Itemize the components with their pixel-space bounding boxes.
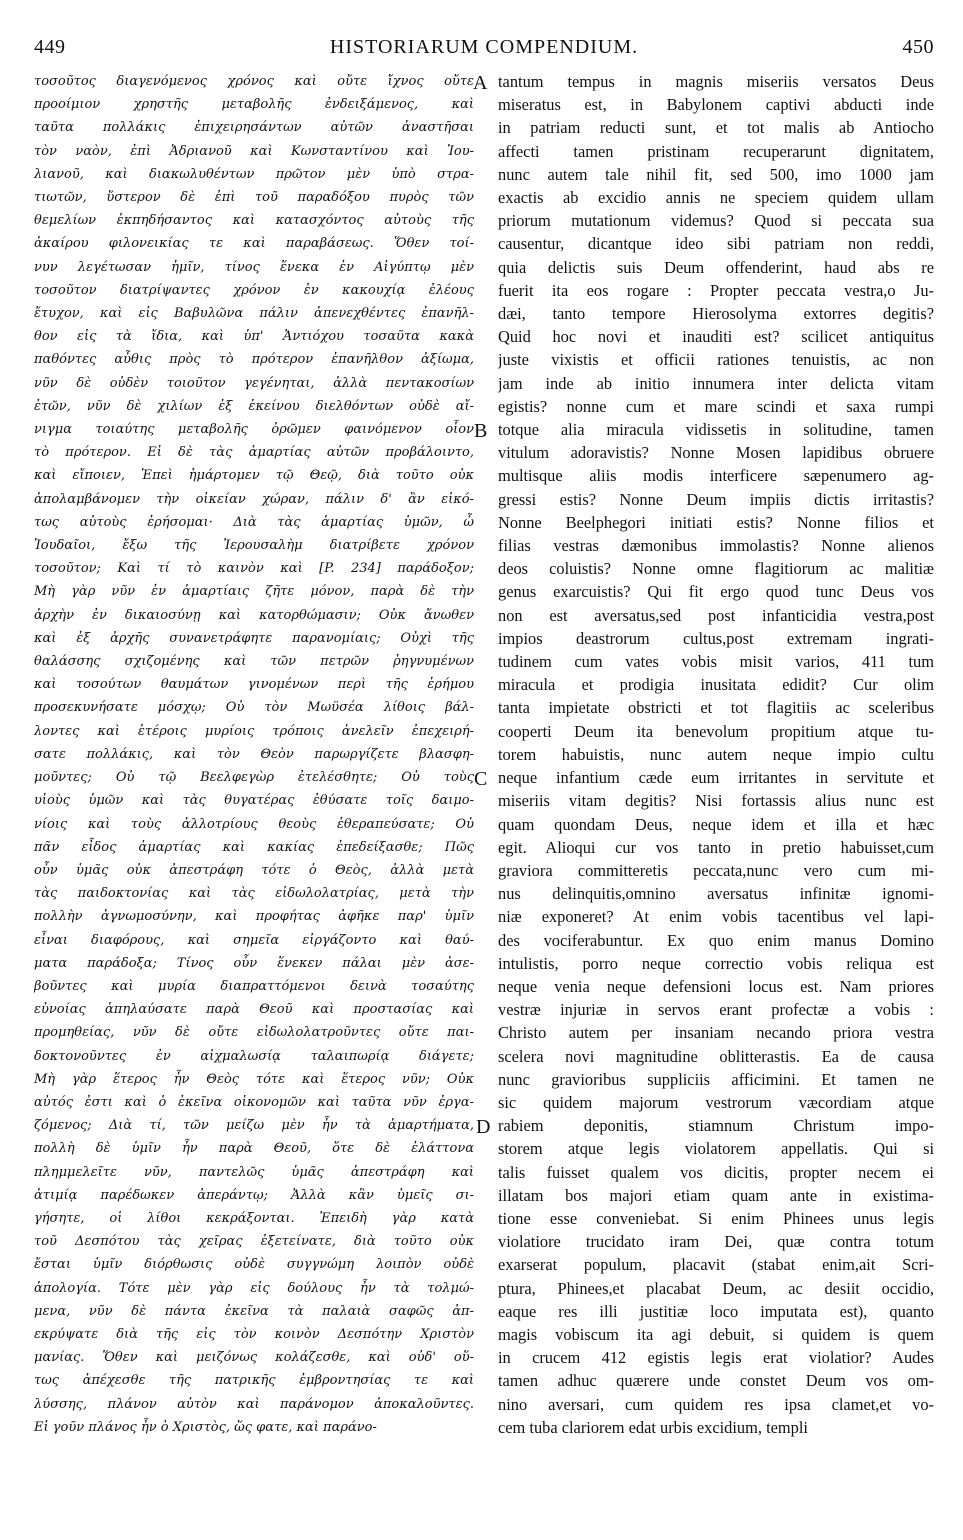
greek-text-line: λιανοῦ, καὶ διακωλυθέντων πρῶτον μὲν ὑπὸ στρα-	[34, 166, 474, 182]
greek-text-line: εὐνοίας ἀπηλαύσατε παρὰ Θεοῦ καὶ προστασίας καὶ	[34, 1002, 474, 1018]
latin-text-line: genus exarcuistis? Qui fit ergo quod tunc Deus vos	[498, 582, 934, 602]
latin-text-line: vestræ injuriæ in servos erant profectæ a vobis :	[498, 1000, 934, 1020]
latin-text-line: sic quidem majorum vestrorum væcordiam atque	[498, 1092, 934, 1112]
latin-text-line: miseriis vitam degitis? Nisi fortassis alius nunc est	[498, 791, 934, 811]
latin-text-line: priorum mutationum videmus? Quod si peccata sua	[498, 211, 934, 231]
greek-text-line: βοῦντες καὶ μυρία διαπραττόμενοι δεινὰ τοσαύτης	[34, 978, 474, 994]
latin-text-line: magis vobiscum ita agi debuit, si quidem is quem	[498, 1324, 934, 1344]
greek-text-line: νιγμα τοιαύτης μεταβολῆς ὁρῶμεν φαινόμενον οἷον	[34, 422, 474, 438]
greek-text-line: τοσοῦτος διαγενόμενος χρόνος καὶ οὔτε ἴχνος οὔτε	[34, 74, 474, 89]
greek-text-line: υἱοὺς ὑμῶν καὶ τὰς θυγατέρας ἐθύσατε τοῖς δαιμο-	[34, 793, 474, 809]
latin-text-line: tamen adhuc quærere unde constet Deum vos om-	[498, 1371, 934, 1391]
greek-text-line: ταῦτα πολλάκις ἐπιχειρησάντων αὐτῶν ἀναστῆσαι	[34, 120, 474, 136]
latin-text-line: intulistis, porro neque correctio vobis reliqua est	[498, 953, 934, 973]
greek-text-line: ματα παράδοξα; Τίνος οὖν ἕνεκεν πάλαι μὲν ἀσε-	[34, 955, 474, 971]
greek-text-line: ἀτιμίᾳ παρέδωκεν ἀπεράντῳ; Ἀλλὰ κἂν ὑμεῖς σι-	[34, 1187, 474, 1203]
greek-text-line: Μὴ γὰρ ἕτερος ἦν Θεὸς τότε καὶ ἕτερος νῦν; Οὐκ	[34, 1071, 474, 1087]
greek-text-line: ἔσται ὑμῖν διόρθωσις οὐδὲ συγγνώμη λοιπὸν οὐδὲ	[34, 1257, 474, 1273]
page-header	[34, 36, 934, 66]
greek-text-line: μανίας. Ὅθεν καὶ μειζόνως κολάζεσθε, καὶ οὐδ' οὕ-	[34, 1350, 474, 1366]
latin-text-line: deos coluistis? Nonne omne flagitiorum ac malitiæ	[498, 559, 934, 579]
greek-text-line: τοσοῦτον; Καὶ τί τὸ καινὸν καὶ [P. 234] παράδοξον;	[34, 561, 474, 577]
greek-text-line: τως αὐτοὺς ἐρήσομαι· Διὰ τὰς ἁμαρτίας ὑμῶν, ὦ	[34, 514, 474, 530]
greek-text-line: νῦν δὲ οὐδὲν τοιοῦτον γεγένηται, ἀλλὰ πεντακοσίων	[34, 375, 474, 391]
greek-text-line: ἐτῶν, νῦν δὲ χιλίων ἐξ ἐκείνου διελθόντων οὐδὲ αἴ-	[34, 398, 474, 414]
greek-text-line: Ἰουδαῖοι, ἔξω τῆς Ἱερουσαλὴμ διατρίβετε χρόνον	[34, 538, 474, 554]
greek-text-line: ἀρχὴν ἐν δικαιοσύνῃ καὶ κατορθώμασιν; Οὐκ ἄνωθεν	[34, 607, 474, 623]
latin-text-line: jam inde ab initio innumera inter delicta vitam	[498, 373, 934, 393]
latin-text-line: dæi, tanto tempore Hierosolyma extorres degitis?	[498, 304, 934, 324]
latin-text-line: Nonne Beelphegori initiati estis? Nonne filios et	[498, 512, 934, 532]
greek-text-line: εἶναι διαφόρους, καὶ σημεῖα εἰργάζοντο καὶ θαύ-	[34, 932, 474, 948]
greek-text-column	[34, 70, 474, 1439]
latin-text-line: tudinem cum vates vobis misit varios, 411 tum	[498, 652, 934, 672]
greek-text-line: καὶ τοσούτων θαυμάτων γινομένων περὶ τῆς ἐρήμου	[34, 677, 474, 693]
latin-text-line: in crucem 412 egistis legis erat violatior? Audes	[498, 1348, 934, 1368]
greek-text-line: μοῦντες; Οὐ τῷ Βεελφεγὼρ ἐτελέσθητε; Οὐ τοὺς	[34, 770, 474, 786]
latin-text-line: vitulum adoravistis? Nonne Mosen lapidibus obruere	[498, 443, 934, 463]
greek-text-line: πλημμελεῖτε νῦν, παντελῶς ὑμᾶς ἀπεστράφη καὶ	[34, 1164, 474, 1180]
greek-text-line: τὸν ναὸν, ἐπὶ Ἀδριανοῦ καὶ Κωνσταντίνου καὶ Ἰου-	[34, 143, 474, 159]
latin-text-line: impios deastrorum cultus,post extremam ingrati-	[498, 628, 934, 648]
latin-text-line: nino aversari, cum quidem res ipsa clamet,et vo-	[498, 1394, 934, 1414]
latin-text-line: eaque res illi justitiæ loco imputata est), quanto	[498, 1301, 934, 1321]
greek-text-line: θεμελίων ἐκπηδήσαντος καὶ κατασχόντος αὐτοὺς τῆς	[34, 213, 474, 229]
latin-text-line: cooperti Deum ita benevolum propitium atque tu-	[498, 721, 934, 741]
greek-text-line: προσεκυνήσατε μόσχῳ; Οὐ τὸν Μωϋσέα λίθοις βάλ-	[34, 700, 474, 716]
greek-text-line: πολλὴν ἀγνωμοσύνην, καὶ προφήτας ἀφῆκε παρ' ὑμῖν	[34, 909, 474, 925]
latin-text-line: tione esse conveniebat. Si enim Phinees unus legis	[498, 1208, 934, 1228]
latin-text-line: nus delinquitis,omnino aversatus infinitæ ignomi-	[498, 884, 934, 904]
latin-text-line: exactis ab excidio annis ne speciem quidem ullam	[498, 188, 934, 208]
greek-text-line: εκρύψατε διὰ τῆς εἰς τὸν κοινὸν Δεσπότην Χριστὸν	[34, 1326, 474, 1342]
greek-text-line: οὖν ὑμᾶς οὐκ ἀπεστράφη τότε ὁ Θεὸς, ἀλλὰ μετὰ	[34, 862, 474, 878]
running-title: HISTORIARUM COMPENDIUM.	[329, 36, 639, 58]
latin-text-line: nunc autem tale nihil fit, sed 500, imo 1000 jam	[498, 164, 934, 184]
greek-text-line: παθόντες αὖθις πρὸς τὸ πρότερον ἐπανῆλθον ἀξίωμα,	[34, 352, 474, 368]
latin-text-line: fuerit ita eos rogare : Propter peccata vestra,o Ju-	[498, 280, 934, 300]
latin-text-line: miseratus est, in Babylonem captivi abducti inde	[498, 95, 934, 115]
greek-text-line: τὸ πρότερον. Εἰ δὲ τὰς ἁμαρτίας αὐτῶν προβάλοιντο,	[34, 445, 474, 461]
latin-text-line: exarserat populum, placavit (stabat enim,ait Scri-	[498, 1255, 934, 1275]
latin-text-line: torem habuistis, nunc autem neque impio cultu	[498, 744, 934, 764]
greek-text-line: ἀπολαμβάνομεν τὴν οἰκείαν χώραν, πάλιν δ' ἂν εἰκό-	[34, 491, 474, 507]
section-marker-c: C	[474, 768, 488, 790]
latin-text-line: totque alia miracula vidissetis in solitudine, tamen	[498, 420, 934, 440]
greek-text-line: θαλάσσης σχιζομένης καὶ τῶν πετρῶν ῥηγνυμένων	[34, 654, 474, 670]
greek-text-line: λοντες καὶ ἑτέροις μυρίοις τρόποις ἀνελεῖν ἐπεχειρή-	[34, 723, 474, 739]
latin-text-line: tantum tempus in magnis miseriis versatos Deus	[498, 72, 934, 91]
greek-text-line: προμηθείας, νῦν δὲ οὔτε εἰδωλολατροῦντες οὔτε παι-	[34, 1025, 474, 1041]
greek-text-line: Εἰ γοῦν πλάνος ἦν ὁ Χριστὸς, ὥς φατε, καὶ παράνο-	[34, 1419, 377, 1435]
right-page-number: 450	[902, 36, 934, 58]
greek-text-line: τιωτῶν, ὕστερον δὲ ἐπὶ τοῦ παραδόξου πυρὸς τῶν	[34, 190, 474, 206]
greek-text-line: ἀκαίρου φιλονεικίας τε καὶ παραβάσεως. Ὅθεν τοί-	[34, 236, 474, 252]
latin-text-line: illatam bos majori etiam quam ante in existima-	[498, 1185, 934, 1205]
latin-text-line: cem tuba clariorem edat urbis excidium, templi	[498, 1417, 808, 1437]
greek-text-line: τοῦ Δεσπότου τὰς χεῖρας ἐξετείνατε, διὰ τοῦτο οὐκ	[34, 1234, 474, 1250]
latin-text-line: storem atque legis violatorem appellatis. Qui si	[498, 1139, 934, 1159]
greek-text-line: νίοις καὶ τοὺς ἀλλοτρίους θεοὺς ἐθεραπεύσατε; Οὐ	[34, 816, 474, 832]
latin-text-line: affecti tamen pristinam recuperarunt dignitatem,	[498, 141, 934, 161]
greek-text-line: σατε πολλάκις, καὶ τὸν Θεὸν παρωργίζετε βλασφη-	[34, 746, 474, 762]
latin-text-line: quam quondam Deus, neque idem et illa et hæc	[498, 814, 934, 834]
latin-text-line: filias vestras dæmonibus immolastis? Nonne alienos	[498, 536, 934, 556]
latin-text-line: multisque aliis modis interficere sæpenumero ag-	[498, 466, 934, 486]
greek-text-line: καὶ εἴποιεν, Ἐπεὶ ἡμάρτομεν τῷ Θεῷ, διὰ τοῦτο οὐκ	[34, 468, 474, 484]
latin-text-line: miracula et prodigia inusitata edidit? Cur olim	[498, 675, 934, 695]
greek-text-line: θον εἰς τὰ ἴδια, καὶ ὑπ' Ἀντιόχου τοσαῦτα κακὰ	[34, 329, 474, 345]
latin-text-line: gressi estis? Nonne Deum impiis dictis irritastis?	[498, 489, 934, 509]
latin-text-line: rabiem deponitis, stiamnum Christum impo-	[498, 1116, 934, 1136]
section-marker-d: D	[476, 1116, 491, 1138]
latin-text-line: causentur, dicantque ideo sibi patriam non reddi,	[498, 234, 934, 254]
section-marker-b: B	[474, 420, 488, 442]
greek-text-line: δοκτονοῦντες ἐν αἰχμαλωσίᾳ ταλαιπωρίᾳ διάγετε;	[34, 1048, 474, 1064]
latin-text-line: niæ exponeret? At enim vobis tacentibus vel lapi-	[498, 907, 934, 927]
latin-text-line: neque venia neque defensioni locus est. Nam priores	[498, 976, 934, 996]
greek-text-line: αὐτός ἐστι καὶ ὁ ἐκεῖνα οἰκονομῶν καὶ ταῦτα νῦν ἐργα-	[34, 1094, 474, 1110]
latin-text-line: neque infantium cæde eum irritantes in servitute et	[498, 768, 934, 788]
latin-text-line: in patriam reducti sunt, et tot malis ab Antiocho	[498, 118, 934, 138]
latin-text-line: nunc gravioribus suppliciis afficimini. Et tamen ne	[498, 1069, 934, 1089]
greek-text-line: γήσητε, οἱ λίθοι κεκράξονται. Ἐπειδὴ γὰρ κατὰ	[34, 1210, 474, 1226]
greek-text-line: προοίμιον χρηστῆς μεταβολῆς ἐνδειξάμενος, καὶ	[34, 97, 474, 113]
section-marker-a: A	[473, 72, 488, 94]
latin-text-line: juste vixistis et officii rationes tenuistis, ac non	[498, 350, 934, 370]
left-page-number: 449	[34, 36, 66, 58]
greek-text-line: τοσοῦτον διατρίψαντες χρόνον ἐν κακουχίᾳ ἐλέους	[34, 282, 474, 298]
latin-text-line: egit. Alioqui cur vos tanto in pretio habuisset,cum	[498, 837, 934, 857]
latin-text-line: scelera novi magnitudine oblitterastis. Ea de causa	[498, 1046, 934, 1066]
latin-text-line: Christo autem per insaniam necando priora vestra	[498, 1023, 934, 1043]
greek-text-line: πᾶν εἶδος ἁμαρτίας καὶ κακίας ἐπεδείξασθε; Πῶς	[34, 839, 474, 855]
greek-text-line: ζόμενος; Διὰ τί, τῶν μείζω μὲν ἦν τὰ ἁμαρτήματα,	[34, 1118, 474, 1134]
latin-text-line: non est aversatus,sed post infanticidia vestra,post	[498, 605, 934, 625]
latin-text-line: graviora committeretis peccata,nunc vero cum mi-	[498, 860, 934, 880]
greek-text-line: νυν λεγέτωσαν ἡμῖν, τίνος ἕνεκα ἐν Αἰγύπτῳ μὲν	[34, 259, 474, 275]
latin-text-line: violatiore trucidato iram Dei, quæ contra totum	[498, 1232, 934, 1252]
greek-text-line: πολλὴ δὲ ὑμῖν ἦν παρὰ Θεοῦ, ὅτε δὲ ἐλάττονα	[34, 1141, 474, 1157]
greek-text-line: ἔτυχον, καὶ εἰς Βαβυλῶνα πάλιν ἀπενεχθέντες ἐπανῆλ-	[34, 306, 474, 322]
latin-text-line: ptura, Phinees,et placabat Deum, ac desiit occidio,	[498, 1278, 934, 1298]
latin-text-line: quia delictis suis Deum offenderint, haud abs re	[498, 257, 934, 277]
latin-text-line: Quid hoc novi et inauditi est? scilicet antiquitus	[498, 327, 934, 347]
latin-text-line: des vociferabuntur. Ex quo enim manus Domino	[498, 930, 934, 950]
latin-text-line: egistis? nonne cum et mare scindi et saxa rumpi	[498, 396, 934, 416]
greek-text-line: λύσσης, πλάνον αὐτὸν καὶ παράνομον ἀποκαλοῦντες.	[34, 1396, 474, 1412]
latin-text-line: tanta impietate obstricti et tot flagitiis ac sceleribus	[498, 698, 934, 718]
greek-text-line: μενα, νῦν δὲ πάντα ἐκεῖνα τὰ παλαιὰ σαφῶς ἀπ-	[34, 1303, 474, 1319]
greek-text-line: τὰς παιδοκτονίας καὶ τὰς εἰδωλολατρίας, μετὰ τὴν	[34, 886, 474, 902]
latin-text-line: talis fuisset qualem vos dicitis, propter necem ei	[498, 1162, 934, 1182]
greek-text-line: Μὴ γὰρ νῦν ἐν ἁμαρτίαις ζῆτε μόνον, παρὰ δὲ τὴν	[34, 584, 474, 600]
latin-text-column	[498, 70, 934, 1439]
greek-text-line: καὶ ἐξ ἀρχῆς συνανετράφητε παρανομίαις; Οὐχὶ τῆς	[34, 630, 474, 646]
greek-text-line: τως ἀπέχεσθε τῆς πατρικῆς ἐμβροντησίας τε καὶ	[34, 1373, 474, 1389]
greek-text-line: ἀπολογία. Τότε μὲν γὰρ εἰς δούλους ἦν τὰ τολμώ-	[34, 1280, 474, 1296]
